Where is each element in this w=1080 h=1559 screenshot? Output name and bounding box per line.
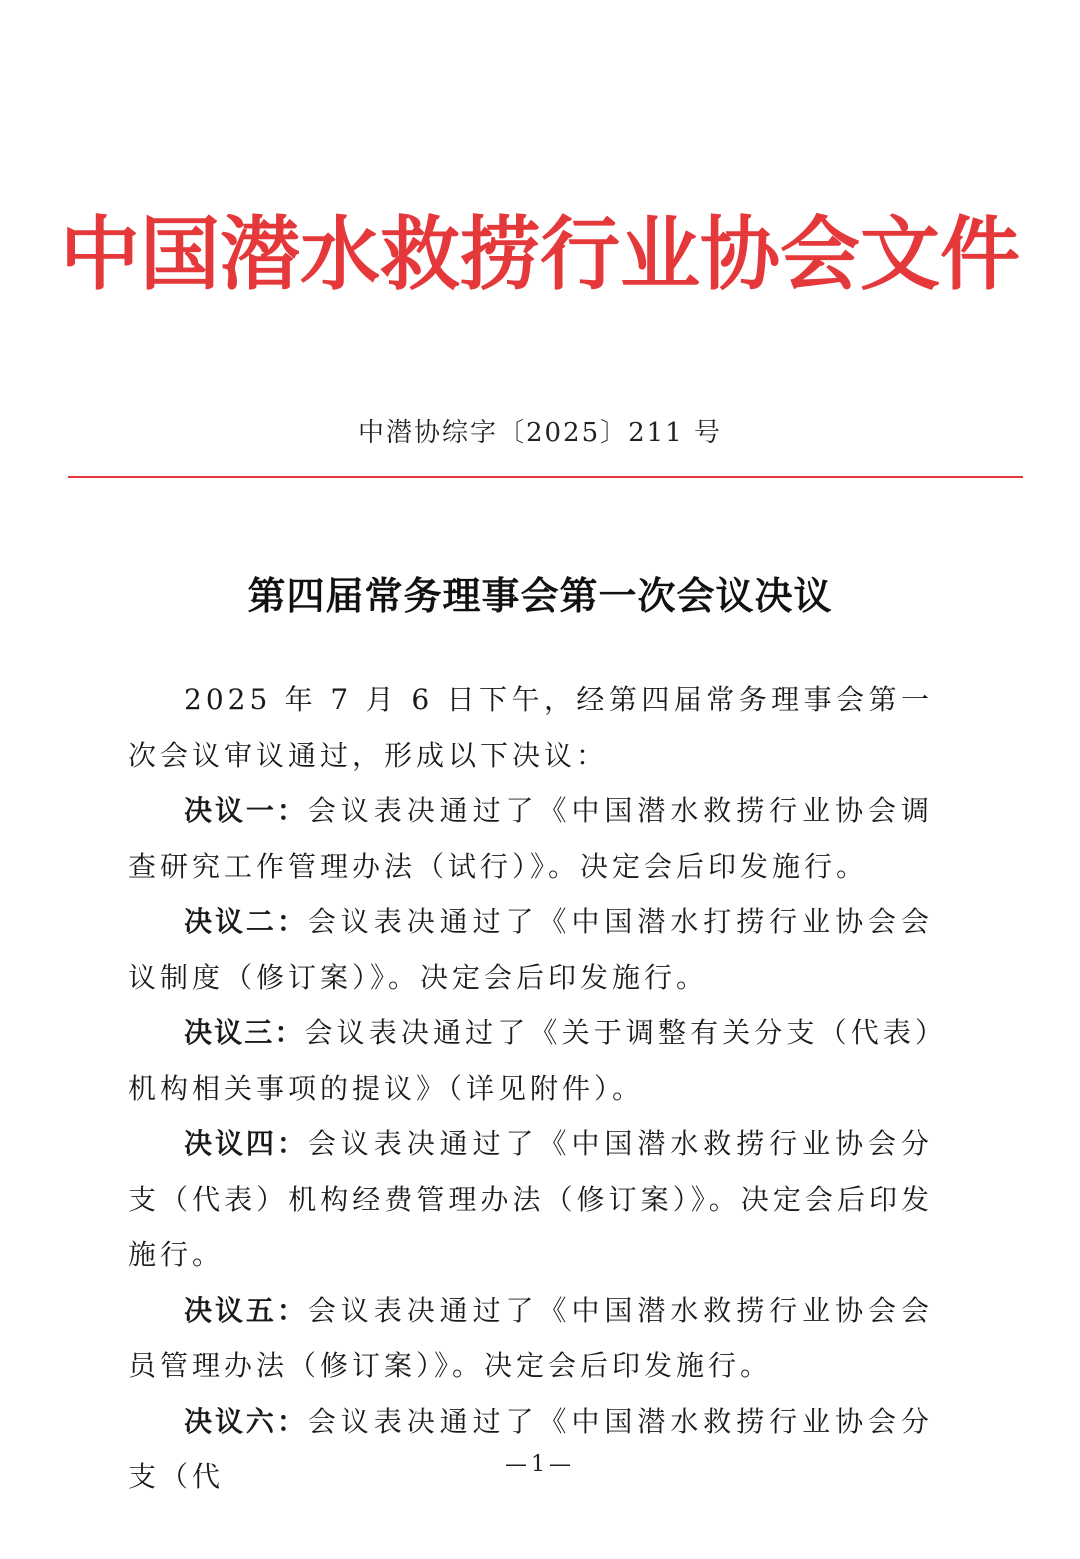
resolution-text: 会议表决通过了《中国潜水打捞行业协会会议制度（修订案）》。决定会后印发施行。 (128, 905, 933, 994)
resolution-5 (128, 1283, 933, 1394)
resolution-4 (128, 1116, 933, 1283)
resolution-label: 决议一： (184, 794, 308, 827)
document-number: 中潜协综字〔2025〕211 号 (357, 418, 723, 448)
resolution-label: 决议五： (184, 1293, 308, 1327)
page-number: —1— (505, 1452, 575, 1477)
resolution-1 (128, 783, 933, 894)
resolution-label: 决议六： (184, 1404, 308, 1438)
resolution-text: 会议表决通过了《关于调整有关分支（代表）机构相关事项的提议》（详见附件）。 (128, 1016, 933, 1105)
red-divider-line (68, 476, 1023, 478)
document-body (128, 672, 933, 1505)
resolution-text: 会议表决通过了《中国潜水救捞行业协会分支（代 (128, 1404, 933, 1493)
page-title: 第四届常务理事会第一次会议决议 (247, 573, 833, 618)
intro-paragraph: 2025 年 7 月 6 日下午，经第四届常务理事会第一次会议审议通过，形成以下决议： (128, 683, 933, 772)
resolution-label: 决议四： (184, 1127, 308, 1160)
resolution-text: 会议表决通过了《中国潜水救捞行业协会调查研究工作管理办法（试行）》。决定会后印发施行。 (128, 794, 933, 883)
resolution-3 (128, 1005, 933, 1116)
resolution-text: 会议表决通过了《中国潜水救捞行业协会会员管理办法（修订案）》。决定会后印发施行。 (128, 1293, 933, 1382)
resolution-label: 决议二： (184, 905, 308, 938)
resolution-text: 会议表决通过了《中国潜水救捞行业协会分支（代表）机构经费管理办法（修订案）》。决定会后印发施行。 (128, 1127, 933, 1271)
masthead-title: 中国潜水救捞行业协会文件 (60, 208, 1020, 301)
resolution-label: 决议三： (184, 1016, 305, 1049)
resolution-2 (128, 894, 933, 1005)
resolution-6 (128, 1394, 933, 1505)
